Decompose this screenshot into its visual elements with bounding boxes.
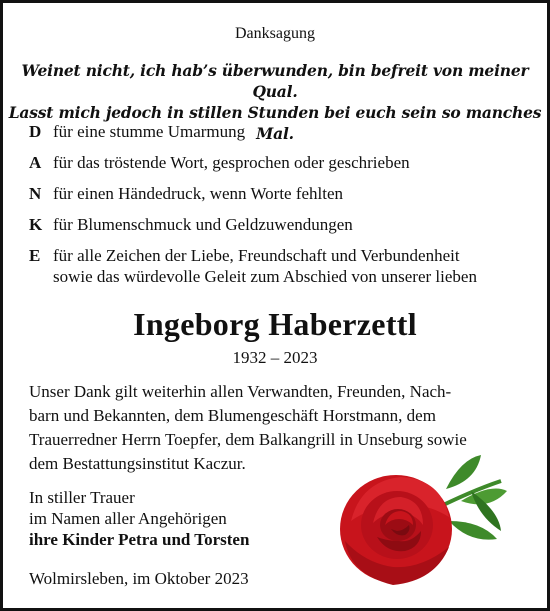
acrostic-item xyxy=(29,214,539,235)
life-years: 1932 – 2023 xyxy=(232,348,318,367)
acrostic-text xyxy=(53,245,539,287)
acrostic-list xyxy=(29,121,539,297)
acrostic-line: sowie das würdevolle Geleit zum Abschied von unserer lieben xyxy=(53,267,477,286)
acrostic-letter: N xyxy=(29,184,42,203)
red-rose-icon xyxy=(331,451,511,591)
acrostic-letter: E xyxy=(29,246,41,265)
acrostic-text xyxy=(53,121,539,142)
acrostic-item xyxy=(29,245,539,287)
acrostic-text xyxy=(53,183,539,204)
acrostic-line: für alle Zeichen der Liebe, Freundschaft und Verbundenheit xyxy=(53,246,460,265)
poem-line-2: Lasst mich jedoch in stillen Stunden bei euch sein so manches Mal. xyxy=(8,103,542,143)
acrostic-text xyxy=(53,152,539,173)
acrostic-item xyxy=(29,152,539,173)
thanks-line: Unser Dank gilt weiterhin allen Verwandten, Freunden, Nach- xyxy=(29,382,452,401)
thanks-line: Trauerredner Herrn Toepfer, dem Balkangrill in Unseburg sowie xyxy=(29,430,467,449)
acrostic-line: für eine stumme Umarmung xyxy=(53,122,246,141)
acrostic-text xyxy=(53,214,539,235)
signature-line-1: In stiller Trauer xyxy=(29,488,135,507)
acrostic-letter: K xyxy=(29,215,43,234)
acrostic-item xyxy=(29,121,539,142)
notice-heading: Danksagung xyxy=(235,25,315,42)
signature-line-2: im Namen aller Angehörigen xyxy=(29,509,227,528)
acrostic-letter: A xyxy=(29,153,42,172)
signature-block xyxy=(29,487,249,550)
acrostic-item xyxy=(29,183,539,204)
place-date: Wolmirsleben, im Oktober 2023 xyxy=(29,569,249,588)
acrostic-line: für das tröstende Wort, gesprochen oder geschrieben xyxy=(53,153,410,172)
acrostic-letter: D xyxy=(29,122,42,141)
poem-line-1: Weinet nicht, ich hab’s überwunden, bin befreit von meiner Qual. xyxy=(21,61,529,101)
thanks-line: dem Bestattungsinstitut Kaczur. xyxy=(29,454,246,473)
acrostic-line: für Blumenschmuck und Geldzuwendungen xyxy=(53,215,353,234)
acrostic-line: für einen Händedruck, wenn Worte fehlten xyxy=(53,184,344,203)
thanks-line: barn und Bekannten, dem Blumengeschäft Horstmann, dem xyxy=(29,406,436,425)
deceased-name: Ingeborg Haberzettl xyxy=(133,306,417,342)
signature-names: ihre Kinder Petra und Torsten xyxy=(29,530,250,549)
